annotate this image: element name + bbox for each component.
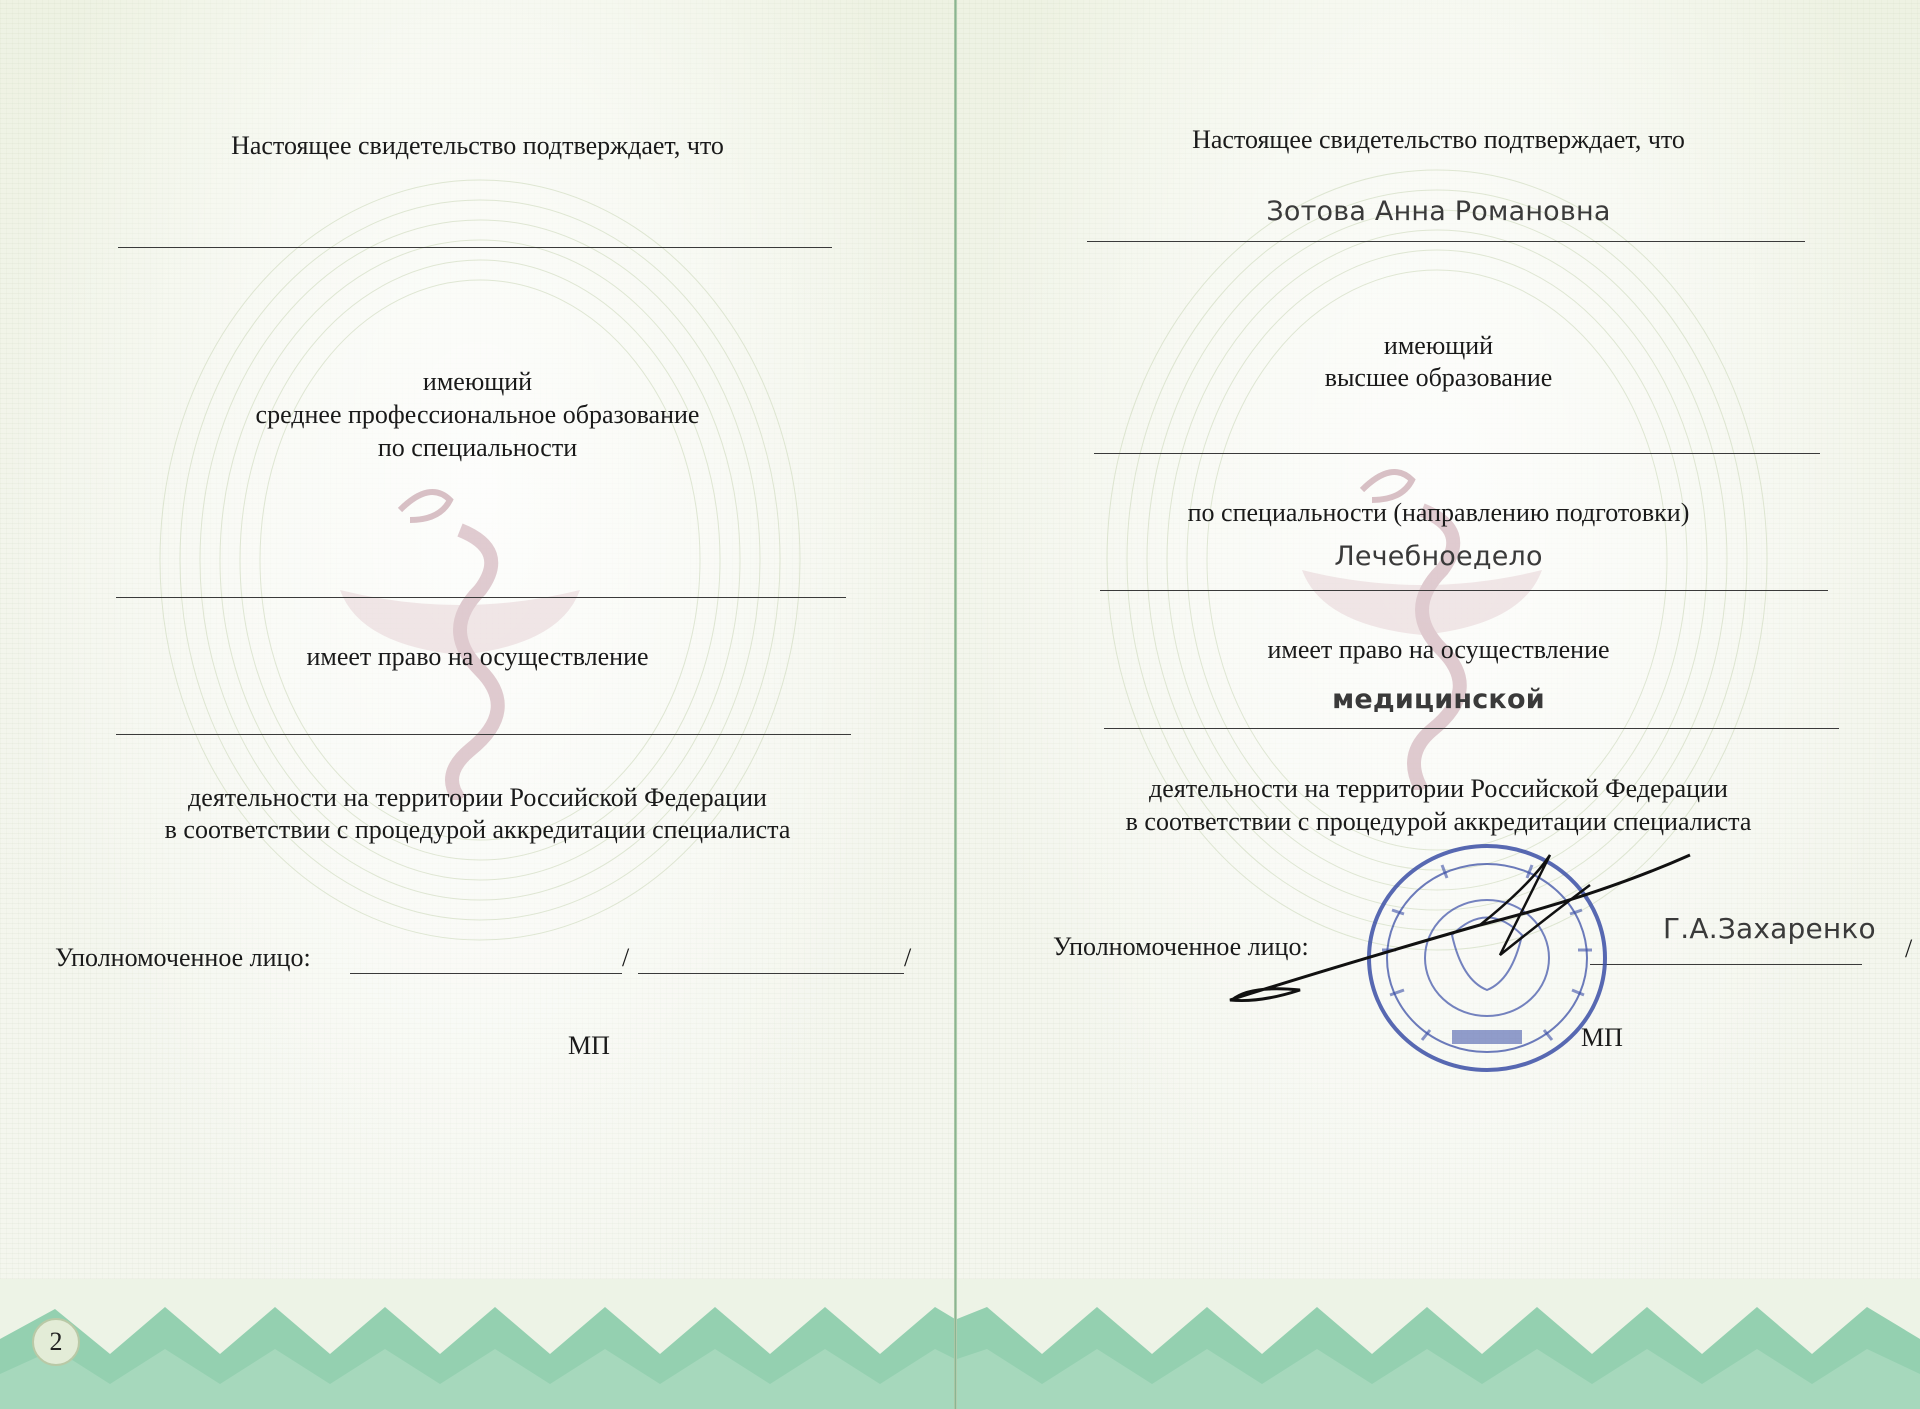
handwritten-signature [1220, 825, 1700, 1025]
activity-type: медицинской [1332, 684, 1545, 715]
left-slash-2: / [904, 943, 912, 972]
left-activity-line [116, 734, 851, 735]
left-intro: Настоящее свидетельство подтверждает, что [231, 131, 724, 160]
left-specialty-label: по специальности [377, 433, 578, 462]
right-intro: Настоящее свидетельство подтверждает, что [1192, 125, 1685, 154]
left-page [0, 0, 955, 1409]
left-activity-line1: деятельности на территории Российской Федерации [188, 783, 767, 812]
left-authorized-label: Уполномоченное лицо: [55, 943, 311, 972]
left-footer-band [0, 1279, 955, 1409]
page-number: 2 [32, 1318, 80, 1366]
right-activity-line [1104, 728, 1839, 729]
left-signature-line [350, 973, 622, 974]
left-has-label: имеющий [422, 367, 533, 396]
right-has-label: имеющий [1383, 331, 1494, 360]
right-specialty-label: по специальности (направлению подготовки) [1187, 498, 1690, 527]
right-page [957, 0, 1920, 1409]
right-authorized-label: Уполномоченное лицо: [1053, 932, 1309, 961]
left-education-line: среднее профессиональное образование [255, 400, 700, 429]
authorized-name: Г.А.Захаренко [1663, 912, 1876, 945]
specialty-value: Лечебноедело [1334, 541, 1543, 572]
right-specialty-line [1100, 590, 1828, 591]
right-name-line [1087, 241, 1805, 242]
right-right-label: имеет право на осуществление [1267, 635, 1610, 664]
left-name-sig-line [638, 973, 904, 974]
right-education-line: высшее образование [1324, 363, 1553, 392]
left-activity-line2: в соответствии с процедурой аккредитации специалиста [164, 815, 791, 844]
left-slash-1: / [622, 943, 630, 972]
right-activity-line2: в соответствии с процедурой аккредитации специалиста [1125, 807, 1752, 836]
right-slash: / [1905, 934, 1913, 963]
left-right-label: имеет право на осуществление [306, 642, 649, 671]
left-mp-label: МП [568, 1031, 610, 1060]
right-education-line-rule [1094, 453, 1820, 454]
right-footer-band [957, 1279, 1920, 1409]
right-activity-line1: деятельности на территории Российской Федерации [1149, 774, 1728, 803]
left-specialty-line [116, 597, 846, 598]
left-caduceus-watermark [330, 470, 590, 800]
left-name-line [118, 247, 832, 248]
holder-name: Зотова Анна Романовна [1266, 196, 1611, 227]
right-mp-label: МП [1581, 1023, 1623, 1052]
